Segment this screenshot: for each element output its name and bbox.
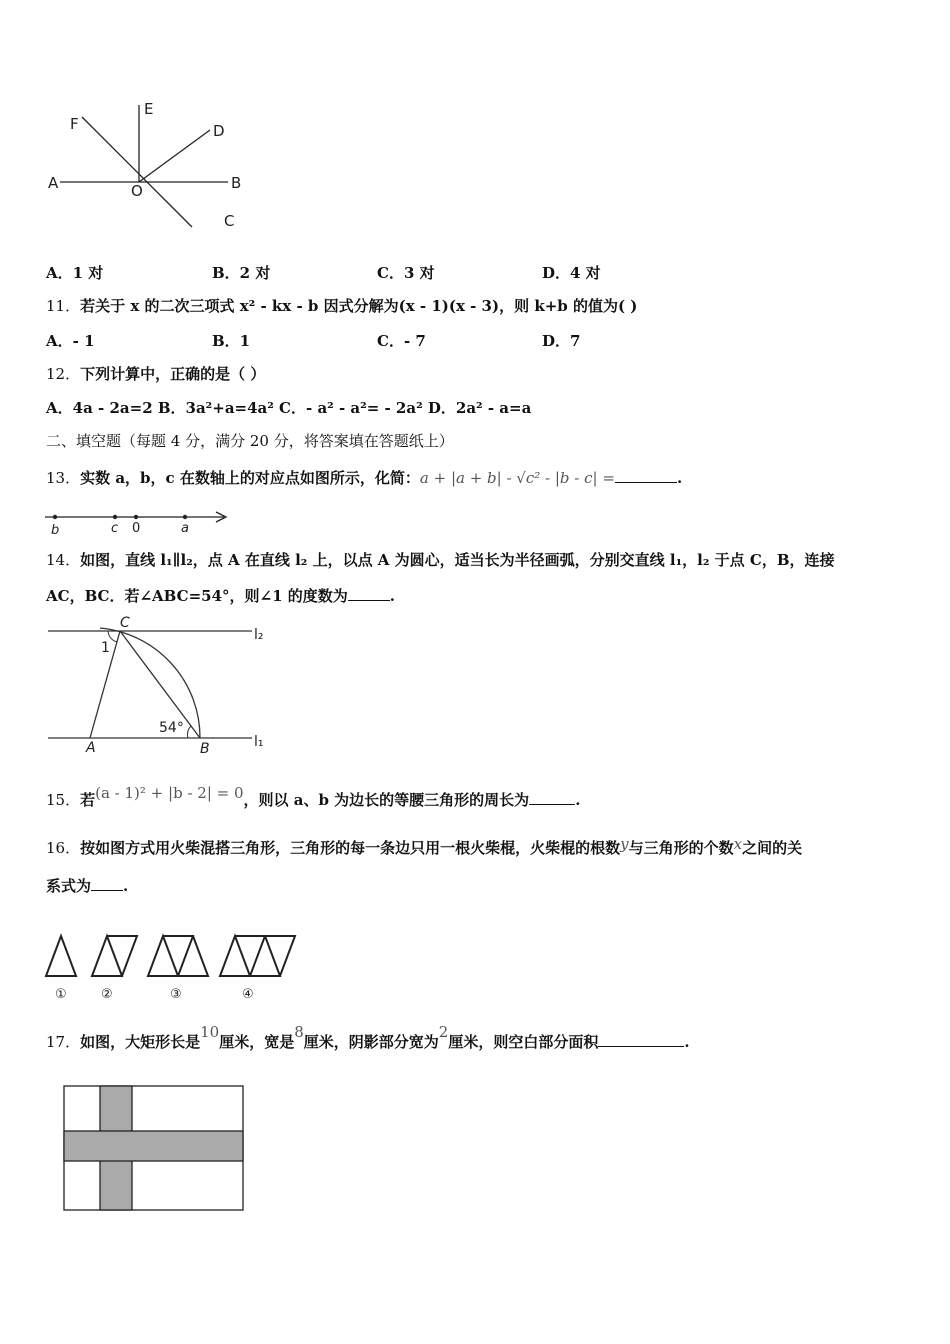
section-2-heading: 二、填空题（每题 4 分，满分 20 分，将答案填在答题纸上）: [46, 432, 454, 450]
q14-end: .: [389, 587, 395, 605]
axis-label-c: c: [111, 521, 119, 536]
angle-figure: [40, 95, 260, 240]
axis-label-b: b: [51, 523, 60, 538]
q17-stem: [46, 1023, 690, 1052]
q15-end: .: [575, 791, 581, 809]
q17-number: 17．: [46, 1033, 81, 1051]
angle-54-label: 54°: [159, 720, 184, 736]
q15-pre: 若: [80, 791, 96, 809]
q17-value-shade: 2: [438, 1023, 449, 1041]
q10-option-c: C．3 对: [377, 264, 435, 282]
q12-text: 下列计算中，正确的是（ ）: [80, 365, 266, 383]
q12-number: 12．: [46, 365, 81, 383]
axis-label-0: 0: [132, 521, 141, 536]
q16-number: 16．: [46, 839, 81, 857]
axis-label-a: a: [181, 521, 189, 536]
label-D: D: [213, 122, 225, 140]
q11-text: 若关于 x 的二次三项式 x² - kx - b 因式分解为(x - 1)(x - 3)，则 k+b 的值为( ): [80, 297, 638, 315]
line-l2-label: l₂: [254, 627, 264, 643]
q14-stem-line1: [46, 550, 835, 570]
q17-text-4: 厘米，则空白部分面积: [448, 1033, 599, 1051]
q11-number: 11．: [46, 297, 81, 315]
q11-option-d: D．7: [542, 332, 581, 350]
q11-stem: [46, 296, 637, 316]
q11-option-a: A．- 1: [46, 332, 95, 350]
q13-number: 13．: [46, 469, 81, 487]
fig-label-2: ②: [101, 987, 113, 1002]
q13-stem: [46, 468, 682, 488]
q14-text-line2: AC，BC．若∠ABC=54°，则∠1 的度数为: [46, 587, 348, 605]
q13-answer-blank: [615, 468, 677, 483]
q15-text: ，则以 a、b 为边长的等腰三角形的周长为: [243, 791, 530, 809]
number-line: [40, 505, 240, 539]
q15-number: 15．: [46, 791, 81, 809]
fig-label-3: ③: [170, 987, 182, 1002]
q12-options: A．4a - 2a=2 B．3a²+a=4a² C．- a² - a²= - 2a² D．2a² - a=a: [46, 399, 532, 417]
q16-end: .: [123, 877, 129, 895]
q16-answer-blank: [91, 876, 123, 891]
q16-var-x: x: [733, 835, 743, 853]
q15-stem: [46, 784, 581, 810]
q13-text: 实数 a，b，c 在数轴上的对应点如图所示，化简：: [80, 469, 420, 487]
rectangle-figure: [60, 1082, 250, 1216]
q10-option-a: A．1 对: [46, 264, 104, 282]
q17-text-1: 如图，大矩形长是: [80, 1033, 201, 1051]
q10-option-b: B．2 对: [212, 264, 271, 282]
label-B: B: [231, 174, 242, 192]
label-F: F: [70, 115, 79, 133]
q13-end: .: [676, 469, 683, 487]
q11-option-b: B．1: [212, 332, 251, 350]
point-B: B: [200, 741, 210, 757]
label-O: O: [131, 182, 143, 200]
q14-text-line1: 如图，直线 l₁∥l₂，点 A 在直线 l₂ 上，以点 A 为圆心，适当长为半径画弧，分别交直线 l₁，l₂ 于点 C，B，连接: [80, 551, 835, 569]
q14-answer-blank: [348, 586, 390, 601]
q16-text-c: 之间的关: [742, 839, 803, 857]
q17-end: .: [684, 1033, 690, 1051]
q16-text-line2: 系式为: [46, 877, 92, 895]
matchstick-figure: [40, 930, 300, 1002]
q13-expression: a + |a + b| - √c² - |b - c| =: [419, 469, 615, 487]
q16-var-y: y: [620, 835, 629, 853]
q14-number: 14．: [46, 551, 81, 569]
label-E: E: [144, 100, 154, 118]
q17-text-2: 厘米，宽是: [219, 1033, 295, 1051]
fig-label-4: ④: [242, 987, 254, 1002]
q16-stem-line2: [46, 876, 128, 896]
q10-option-d: D．4 对: [542, 264, 601, 282]
q17-value-length: 10: [200, 1023, 220, 1041]
q16-stem-line1: [46, 835, 803, 858]
q17-answer-blank: [598, 1032, 684, 1047]
q12-stem: [46, 364, 265, 384]
angle-1-label: 1: [101, 640, 110, 656]
q11-option-c: C．- 7: [377, 332, 426, 350]
parallel-lines-figure: [40, 612, 280, 760]
label-C: C: [224, 212, 235, 230]
q17-text-3: 厘米，阴影部分宽为: [303, 1033, 439, 1051]
line-l1-label: l₁: [254, 734, 264, 750]
q16-text-b: 与三角形的个数: [628, 839, 734, 857]
q15-answer-blank: [529, 790, 575, 805]
q17-value-width: 8: [294, 1023, 304, 1041]
point-A: A: [86, 740, 96, 756]
q16-text-a: 按如图方式用火柴混搭三角形，三角形的每一条边只用一根火柴棍，火柴棍的根数: [80, 839, 621, 857]
q15-expression: (a - 1)² + |b - 2| = 0: [95, 784, 244, 802]
point-C: C: [120, 615, 130, 631]
label-A: A: [48, 174, 59, 192]
fig-label-1: ①: [55, 987, 67, 1002]
q14-stem-line2: [46, 586, 395, 606]
